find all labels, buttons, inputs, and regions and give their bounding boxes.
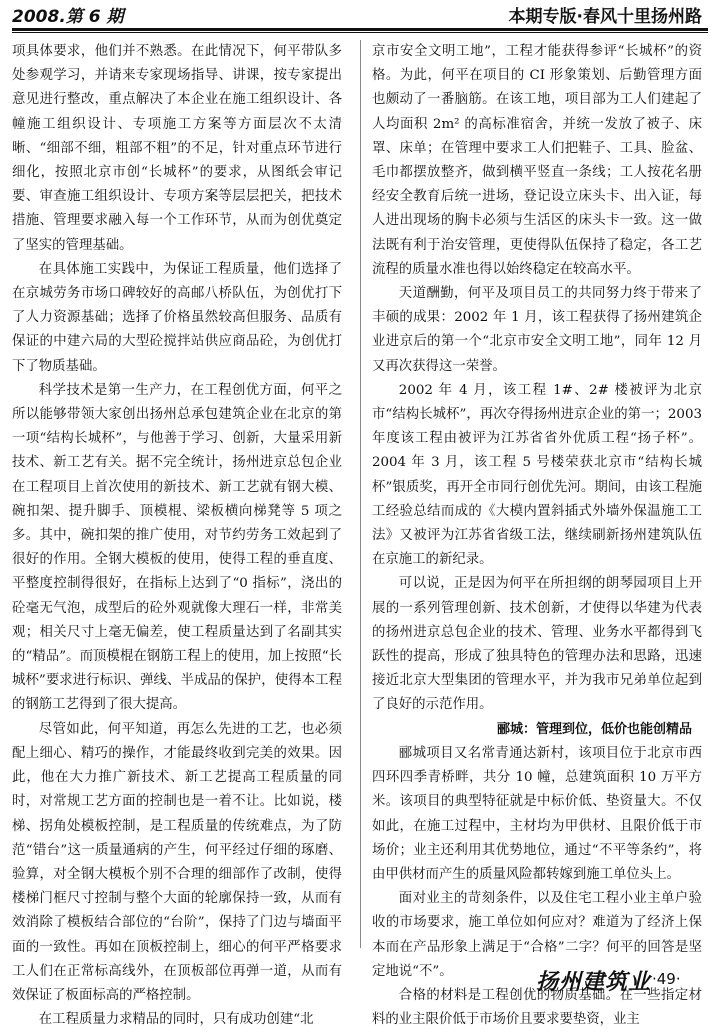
paragraph: 合格的材料是工程创优的物质基础。在一些指定材料的业主限价低于市场价且要求要垫资，业主 [372, 987, 702, 1028]
left-column [12, 40, 342, 1028]
paragraph: 科学技术是第一生产力，在工程创优方面，何平之所以能够带领大家创出扬州总承包建筑企业在北京的第一项“结构长城杯”，与他善于学习、创新，大量采用新技术、新工艺有关。据不完全统计，扬州进京总包企业在工程项目上首次使用的新技术、新工艺就有钢大模、碗扣架、提升脚手、顶模棍、梁板横向梯凳等 5 项之多。其中，碗扣架的推广使用，对节约劳务工效起到了很好的作用。全钢大模板的使用，使得工程的垂直度、平整度控制得很好，在指标上达到了“0 指标”，浇出的砼毫无气泡，成型后的砼外观就像大理石一样，非常美观；相关尺寸上毫无偏差，使工程质量达到了名副其实的“精品”。而顶模棍在钢筋工程上的使用，加上按照“长城杯”要求进行标识、弹线、半成品的保护，使得本工程的钢筋工艺得到了很大提高。 [12, 382, 342, 713]
paragraph: 尽管如此，何平知道，再怎么先进的工艺，也必须配上细心、精巧的操作，才能最终收到完美的效果。因此，他在大力推广新技术、新工艺提高工程质量的同时，对常规工艺方面的控制也是一着不让。比如说，楼梯、拐角处模板控制，是工程质量的传统难点，为了防范“错台”这一质量通病的产生，何平经过仔细的琢磨、验算，对全钢大模板个别不合理的细部作了改制，使得楼梯门框尺寸控制与整个大面的轮廓保持一致，从而有效消除了模板结合部位的“台阶”，保持了门边与墙面平面的一致性。再如在顶板控制上，细心的何平严格要求工人们在正常标高线外，在顶板部位再弹一道，从而有效保证了板面标高的严格控制。 [12, 721, 342, 1003]
magazine-logo: 扬州建筑业 [536, 969, 652, 995]
paragraph: 天道酬勤，何平及项目员工的共同努力终于带来了丰硕的成果：2002 年 1 月，该工程获得了扬州建筑企业进京后的第一个“北京市安全文明工地”，同年 12 月又再次获得这一荣誉。 [372, 286, 702, 374]
paragraph: 在具体施工实践中，为保证工程质量，他们选择了在京城劳务市场口碑较好的高邮八桥队伍，为创优打下了人力资源基础；选择了价格虽然较高但服务、品质有保证的中建六局的大型砼搅拌站供应商品砼，为创优打下了物质基础。 [12, 261, 342, 374]
paragraph: 京市安全文明工地”，工程才能获得参评“长城杯”的资格。为此，何平在项目的 CI 形象策划、后勤管理方面也颇动了一番脑筋。在该工地，项目部为工人们建起了人均面积 2m² 的高标准宿舍，并统一发放了被子、床罩、床单；在管理中要求工人们把鞋子、工具、脸盆、毛巾都摆放整齐，做到横平竖直一条线；工人按花名册经安全教育后统一进场，登记设立床头卡、出入证，每人进出现场的胸卡必须与生活区的床头卡一致。这一做法既有利于治安管理，更使得队伍保持了稳定，各工艺流程的质量水准也得以始终稳定在较高水平。 [372, 44, 702, 277]
section-title: 本期专版·春风十里扬州路 [508, 7, 702, 27]
column-divider [360, 40, 361, 948]
page-number: ·49· [652, 970, 681, 988]
page-header [0, 0, 720, 34]
issue-number: 2008.第 6 期 [12, 7, 124, 27]
paragraph: 项具体要求，他们并不熟悉。在此情况下，何平带队多处参观学习，并请来专家现场指导、讲课，按专家提出意见进行整改，重点解决了本企业在施工组织设计、各幢施工组织设计、专项施工方案等方面层次不太清晰、“细部不细，粗部不粗”的不足，针对重点环节进行细化，按照北京市创“长城杯”的要求，从图纸会审记要、审查施工组织设计、专项方案等层层把关，把技术措施、管理要求融入每一个工作环节，从而为创优奠定了坚实的管理基础。 [12, 44, 342, 253]
paragraph: 面对业主的苛刻条件，以及住宅工程小业主单户验收的市场要求，施工单位如何应对？难道为了经济上保本而在产品形象上满足于“合格”二字？何平的回答是坚定地说“不”。 [372, 891, 702, 979]
section-subheading: 郦城：管理到位，低价也能创精品 [496, 721, 692, 737]
paragraph: 可以说，正是因为何平在所担纲的朗琴园项目上开展的一系列管理创新、技术创新，才使得以华建为代表的扬州进京总包企业的技术、管理、业务水平都得到飞跃性的提高，形成了独具特色的管理办法和思路，迅速接近北京大型集团的管理水平，并为我市兄弟单位起到了良好的示范作用。 [372, 576, 702, 713]
paragraph: 2002 年 4 月，该工程 1#、2# 楼被评为北京市“结构长城杯”，再次夺得扬州进京企业的第一；2003 年度该工程由被评为江苏省省外优质工程“扬子杯”。2004 年 3 月，该工程 5 号楼荣获北京市“结构长城杯”银质奖，再开全市同行创优先河。期间，由该工程施工经验总结而成的《大模内置斜插式外墙外保温施工工法》又被评为江苏省省级工法，继续刷新扬州建筑队伍在京施工的新纪录。 [372, 382, 702, 568]
paragraph: 郦城项目又名常青通达新村，该项目位于北京市西四环四季青桥畔，共分 10 幢，总建筑面积 10 万平方米。该项目的典型特征就是中标价低、垫资量大。不仅如此，在施工过程中，主材均为甲供材、且限价低于市场价；业主还利用其优势地位，通过“不平等条约”，将由甲供材而产生的质量风险都转嫁到施工单位头上。 [372, 745, 702, 882]
header-rule [12, 28, 708, 31]
paragraph: 在工程质量力求精品的同时，只有成功创建“北 [38, 1012, 314, 1028]
header-rule-thin [12, 32, 708, 33]
